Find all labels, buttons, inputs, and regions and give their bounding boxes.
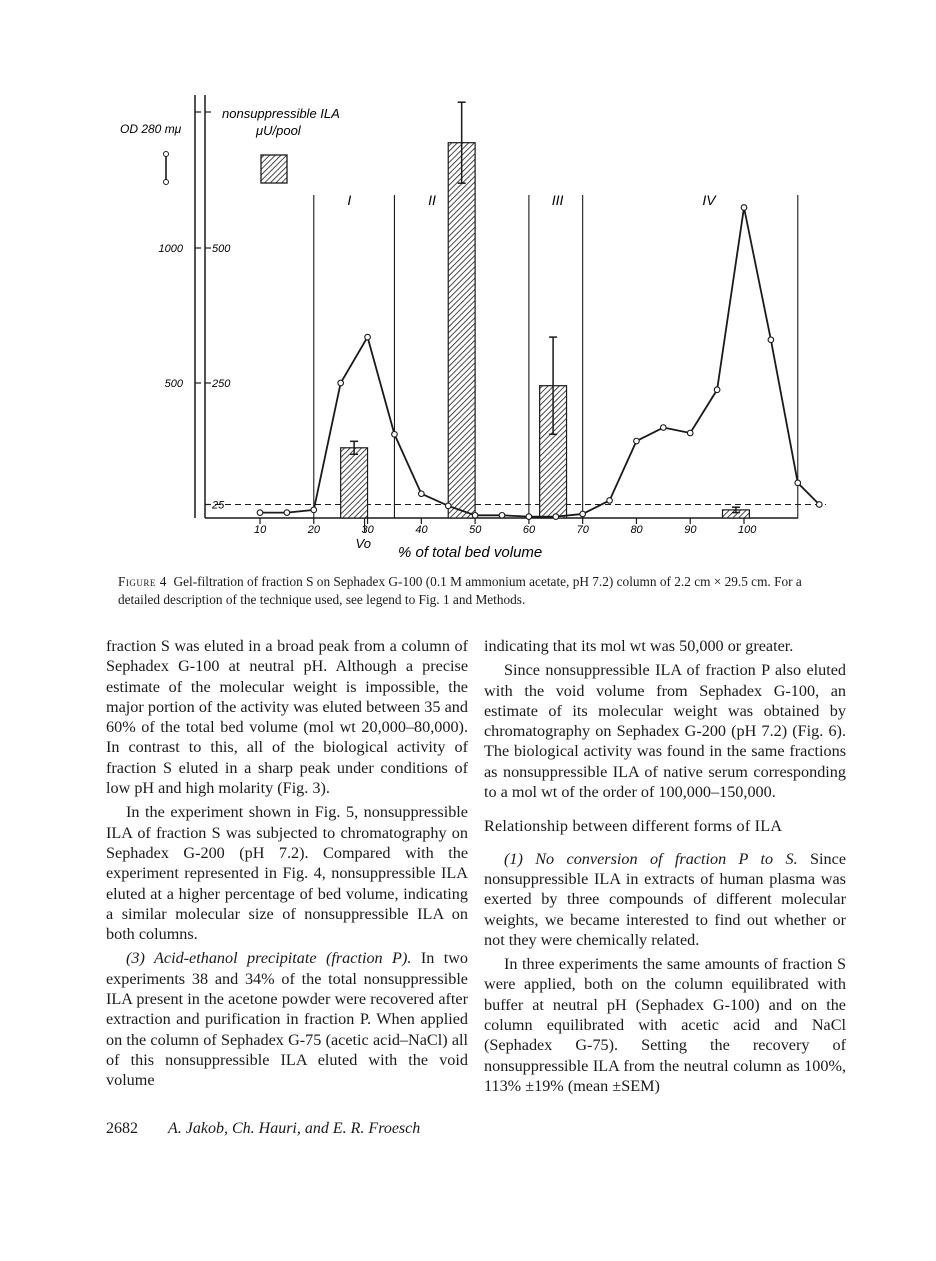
fraction-label: IV bbox=[702, 192, 716, 208]
page-footer bbox=[106, 1120, 420, 1138]
x-tick-label: 80 bbox=[630, 524, 643, 536]
figure-caption bbox=[118, 573, 834, 609]
ila-bar bbox=[448, 143, 475, 518]
fraction-label: III bbox=[551, 192, 564, 208]
caption-label: Figure 4 bbox=[118, 574, 167, 589]
section-heading: Relationship between different forms of ILA bbox=[484, 817, 783, 836]
right-paragraph-3-heading: (1) No conversion of fraction P to S. bbox=[504, 849, 798, 868]
x-tick-label: 50 bbox=[469, 524, 482, 536]
od-data-point bbox=[816, 502, 822, 508]
od-data-point bbox=[741, 205, 747, 211]
od-data-point bbox=[661, 425, 667, 431]
fraction-label: II bbox=[428, 192, 436, 208]
od-data-point bbox=[526, 514, 532, 520]
od-axis-label: OD 280 mμ bbox=[120, 122, 182, 136]
ila-bar bbox=[341, 448, 368, 518]
x-axis-label: % of total bed volume bbox=[398, 544, 543, 561]
od-data-point bbox=[714, 387, 720, 393]
right-paragraph-2: Since nonsuppressible ILA of fraction P also eluted with the void volume from Sephadex G-100, an estimate of its molecular weight was obtained by chromatography on Sephadex G-200 (pH 7.2) (Fig. 6). The biological activity was found in the same fractions as nonsuppressible ILA of native serum corresponding to a mol wt of the order of 100,000–150,000. bbox=[484, 661, 846, 802]
legend-od-symbol-point bbox=[164, 152, 169, 157]
right-paragraph-4: In three experiments the same amounts of fraction S were applied, both on the column equilibrated with buffer at neutral pH (Sephadex G-100) and on the column equilibrated with acetic acid and NaCl (Sephadex G-75). Setting the recovery of nonsuppressible ILA from the neutral column as 100%, 113% ±19% (mean ±SEM) bbox=[484, 955, 846, 1095]
od-tick-label: 1000 bbox=[158, 243, 183, 255]
od-data-point bbox=[338, 380, 344, 386]
left-paragraph-3 bbox=[106, 948, 468, 1090]
x-tick-label: 70 bbox=[576, 524, 589, 536]
od-data-point bbox=[580, 511, 586, 517]
legend-ila-label-line2: μU/pool bbox=[256, 123, 301, 138]
gel-filtration-chart bbox=[0, 0, 936, 570]
left-column bbox=[106, 636, 468, 1095]
od-data-point bbox=[419, 491, 425, 497]
od-data-point bbox=[472, 513, 478, 519]
ila-tick-label: 250 bbox=[212, 378, 231, 390]
vo-label: Vo bbox=[355, 536, 371, 551]
page-number: 2682 bbox=[106, 1120, 138, 1137]
od-data-point bbox=[553, 514, 559, 520]
od-data-point bbox=[257, 510, 263, 516]
od-data-point bbox=[499, 513, 505, 519]
x-tick-label: 40 bbox=[415, 524, 428, 536]
ila-tick-label: 500 bbox=[212, 243, 231, 255]
od-data-point bbox=[768, 337, 774, 343]
x-tick-label: 60 bbox=[522, 524, 536, 536]
x-tick-label: 30 bbox=[361, 524, 374, 536]
od-data-point bbox=[687, 430, 693, 436]
od-data-point bbox=[795, 480, 801, 486]
od-data-point bbox=[607, 498, 613, 504]
legend-hatched-swatch bbox=[261, 155, 287, 183]
right-paragraph-1: indicating that its mol wt was 50,000 or greater. bbox=[484, 637, 794, 655]
right-paragraph-3 bbox=[484, 849, 846, 950]
od-data-point bbox=[284, 510, 290, 516]
od-data-point bbox=[365, 334, 371, 340]
right-column bbox=[484, 636, 846, 1100]
ila-tick-label: 25 bbox=[212, 499, 225, 512]
x-tick-label: 90 bbox=[684, 524, 697, 536]
left-paragraph-1: fraction S was eluted in a broad peak from a column of Sephadex G-100 at neutral pH. Although a precise estimate of the molecular weight is impossible, the major portion of the activity was eluted between 35 and 60% of the total bed volume (mol wt 20,000–80,000). In contrast to this, all of the biological activity of fraction S eluted in a sharp peak under conditions of low pH and high molarity (Fig. 3). bbox=[106, 637, 468, 798]
left-paragraph-2: In the experiment shown in Fig. 5, nonsuppressible ILA of fraction S was subjected to chromatography on Sephadex G-200 (pH 7.2). Compared with the experiment represented in Fig. 4, nonsuppressible ILA eluted at a higher percentage of bed volume, indicating a similar molecular size of nonsuppressible ILA on both columns. bbox=[106, 803, 468, 944]
x-tick-label: 100 bbox=[738, 524, 757, 536]
od-data-point bbox=[311, 507, 317, 513]
od-data-point bbox=[445, 503, 451, 509]
od-data-point bbox=[392, 432, 398, 438]
od-data-point bbox=[634, 438, 640, 444]
x-tick-label: 20 bbox=[307, 524, 321, 536]
left-paragraph-3-heading: (3) Acid-ethanol precipitate (fraction P). bbox=[126, 949, 412, 968]
legend-ila-label-line1: nonsuppressible ILA bbox=[222, 106, 340, 121]
caption-text: Gel-filtration of fraction S on Sephadex G-100 (0.1 M ammonium acetate, pH 7.2) column of 2.2 cm × 29.5 cm. For a detailed description of the technique used, see legend to Fig. 1 and Methods. bbox=[118, 574, 802, 607]
right-paragraph-3-text: Since nonsuppressible ILA in extracts of human plasma was exerted by three compounds of different molecular weights, we became interested to find out whether or not they were chemically related. bbox=[484, 849, 847, 949]
fraction-label: I bbox=[347, 192, 352, 208]
od-tick-label: 500 bbox=[164, 378, 183, 390]
legend-od-symbol-point bbox=[164, 180, 169, 185]
author-line: A. Jakob, Ch. Hauri, and E. R. Froesch bbox=[168, 1120, 421, 1137]
x-tick-label: 10 bbox=[254, 524, 267, 536]
left-paragraph-3-text: In two experiments 38 and 34% of the total nonsuppressible ILA present in the acetone powder were recovered after extraction and purification in fraction P. When applied on the column of Sephadex G-75 (acetic acid–NaCl) all of this nonsuppressible ILA eluted with the void volume bbox=[106, 949, 468, 1090]
